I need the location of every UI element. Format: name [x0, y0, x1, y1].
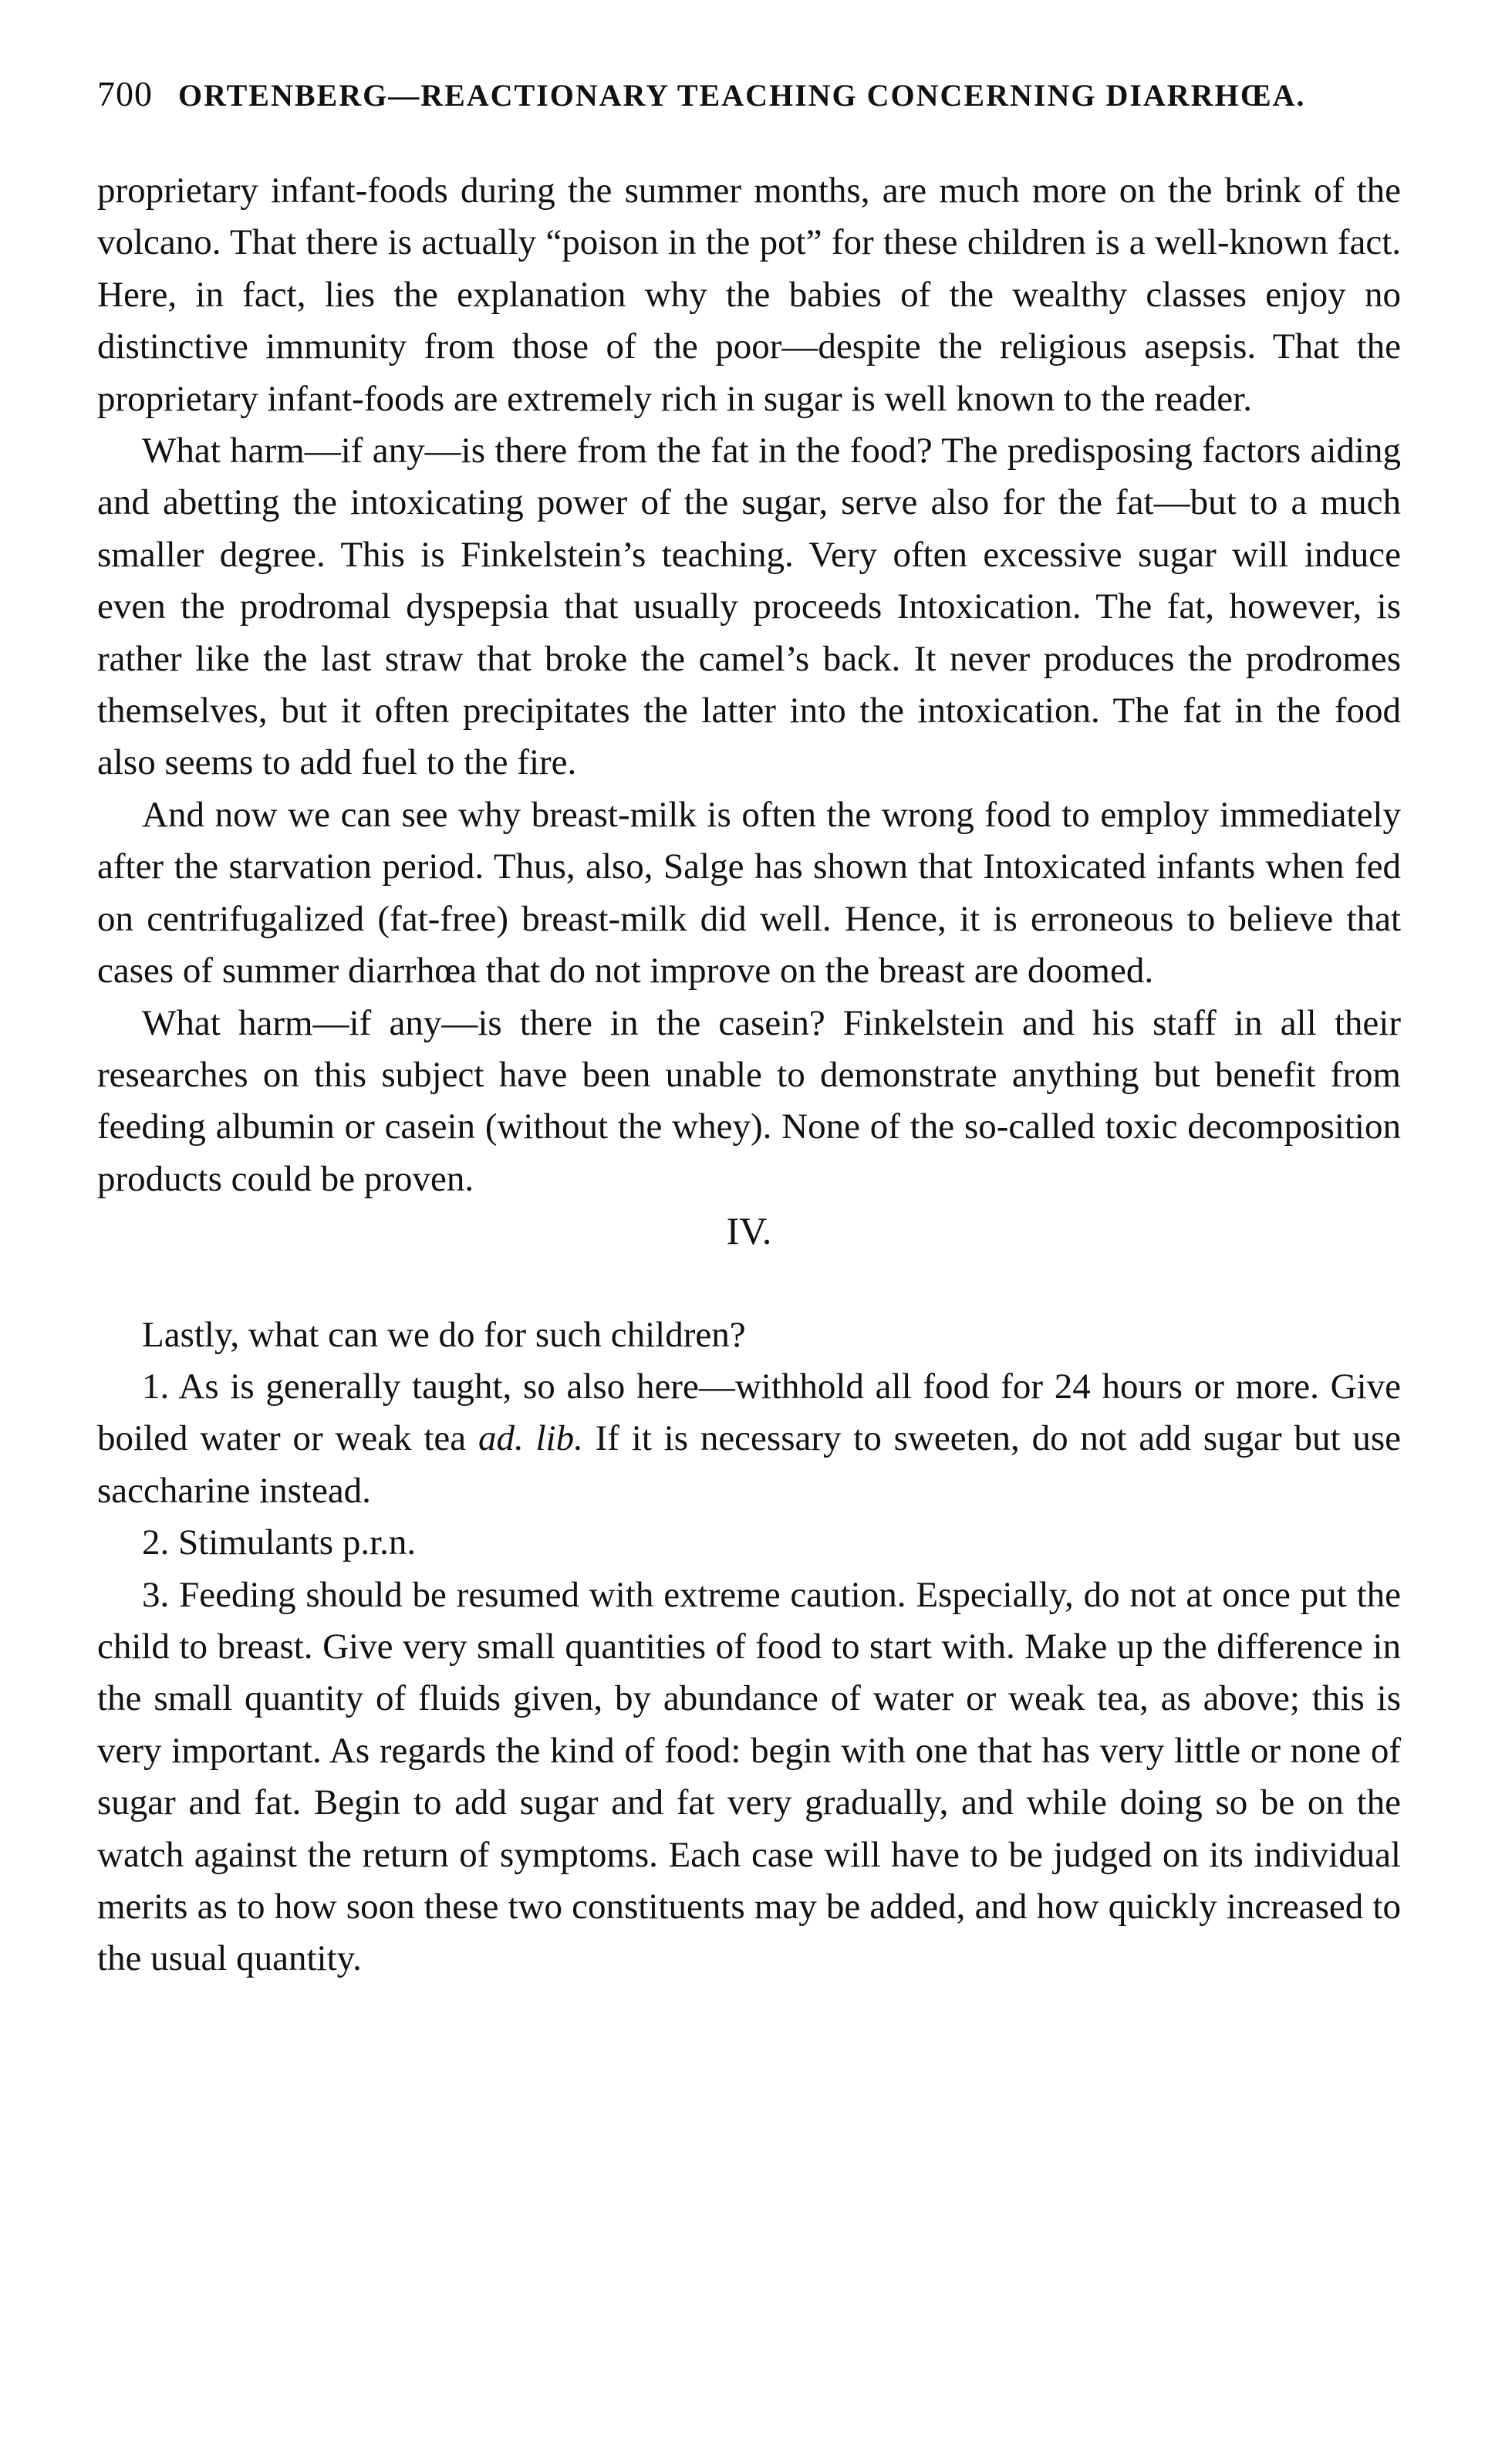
- paragraph-breast-milk: And now we can see why breast-milk is often the wrong food to employ immediately after the starvation period. Thus, also, Salge has shown that Intoxicated infants when fed on centrifugalized (fat-free) breast-milk did well. Hence, it is erroneous to believe that cases of summer diarrhœa that do not improve on the breast are doomed.: [97, 794, 1401, 992]
- page-number: 700: [97, 74, 153, 113]
- list-item-2: 2. Stimulants p.r.n.: [142, 1522, 417, 1563]
- list-item-1-text-a: 1. As is generally taught, so also here—withhold all food for 24 hours or more. Give boiled water or weak tea: [97, 1366, 1401, 1459]
- paragraph-casein: What harm—if any—is there in the casein? Finkelstein and his staff in all their researches on this subject have been unable to demonstrate anything but benefit from feeding albumin or casein (without the whey). None of the so-called toxic decomposition products could be proven.: [97, 1002, 1401, 1199]
- paragraph-continuation: proprietary infant-foods during the summer months, are much more on the brink of the volcano. That there is actually “poison in the pot” for these children is a well-known fact. Here, in fact, lies the explanation why the babies of the wealthy classes enjoy no distinctive immunity from those of the poor—despite the religious asepsis. That the proprietary infant-foods are extremely rich in sugar is well known to the reader.: [97, 171, 1401, 419]
- list-item-3: 3. Feeding should be resumed with extreme caution. Especially, do not at once put the child to breast. Give very small quantities of food to start with. Make up the difference in the small quantity of fluids given, by abundance of water or weak tea, as above; this is very important. As regards the kind of food: begin with one that has very little or none of sugar and fat. Begin to add sugar and fat very gradually, and while doing so be on the watch against the return of symptoms. Each case will have to be judged on its individual merits as to how soon these two constituents may be added, and how quickly increased to the usual quantity.: [97, 1574, 1401, 1979]
- closing-intro: Lastly, what can we do for such children?: [142, 1314, 746, 1355]
- list-item-1-text-b: If it is necessary to sweeten, do not add sugar but use saccharine instead.: [97, 1418, 1401, 1511]
- list-item-1-italic: ad. lib.: [478, 1418, 583, 1459]
- running-title: ORTENBERG—REACTIONARY TEACHING CONCERNING DIARRHŒA.: [178, 78, 1306, 113]
- list-item-1: [97, 1361, 1401, 1517]
- running-head: [97, 71, 1401, 119]
- book-page: [97, 71, 1401, 1985]
- section-heading: IV.: [726, 1209, 772, 1253]
- paragraph-fat: What harm—if any—is there from the fat in the food? The predisposing factors aiding and abetting the intoxicating power of the sugar, serve also for the fat—but to a much smaller degree. This is Finkelstein’s teaching. Very often excessive sugar will induce even the prodromal dyspepsia that usually proceeds Intoxication. The fat, however, is rather like the last straw that broke the camel’s back. It never produces the prodromes themselves, but it often precipitates the latter into the intoxication. The fat in the food also seems to add fuel to the fire.: [97, 431, 1401, 783]
